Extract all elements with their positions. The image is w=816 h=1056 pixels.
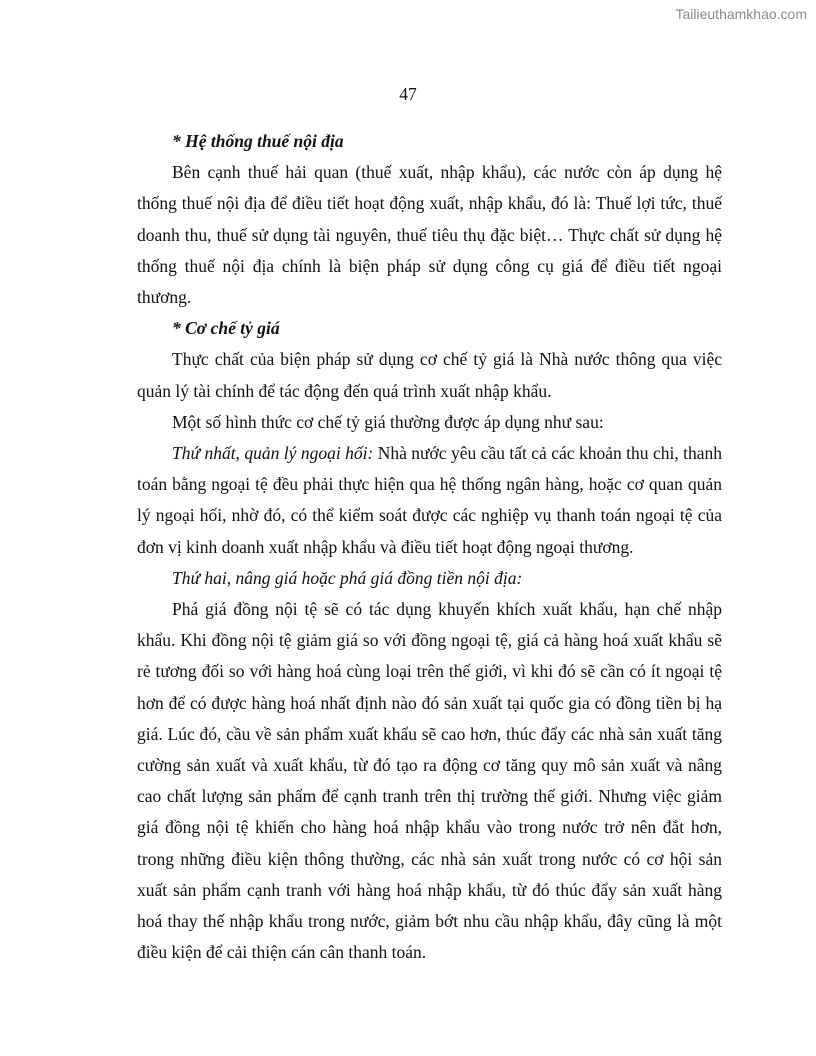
page-number: 47: [399, 84, 417, 104]
paragraph-exchange-rate-forms: Một số hình thức cơ chế tỷ giá thường được áp dụng như sau:: [172, 411, 604, 432]
document-body: [137, 126, 722, 968]
section-heading-domestic-tax: * Hệ thống thuế nội địa: [172, 131, 344, 151]
second-form-label: Thứ hai, nâng giá hoặc phá giá đồng tiền nội địa:: [172, 567, 523, 588]
watermark-text: Tailieuthamkhao.com: [675, 6, 807, 22]
paragraph-exchange-rate-intro: Thực chất của biện pháp sử dụng cơ chế tỷ giá là Nhà nước thông qua việc quản lý tài chính để tác động đến quá trình xuất nhập khẩu.: [137, 349, 722, 401]
paragraph-domestic-tax: Bên cạnh thuế hải quan (thuế xuất, nhập khẩu), các nước còn áp dụng hệ thống thuế nội địa để điều tiết hoạt động xuất, nhập khẩu, đó là: Thuế lợi tức, thuế doanh thu, thuế sử dụng tài nguyên, thuế tiêu thụ đặc biệt… Thực chất sử dụng hệ thống thuế nội địa chính là biện pháp sử dụng công cụ giá để điều tiết ngoại thương.: [137, 162, 722, 308]
paragraph-second-form: Phá giá đồng nội tệ sẽ có tác dụng khuyến khích xuất khẩu, hạn chế nhập khẩu. Khi đồng nội tệ giảm giá so với đồng ngoại tệ, giá cả hàng hoá xuất khẩu sẽ rẻ tương đối so với hàng hoá cùng loại trên thế giới, vì khi đó sẽ cần có ít ngoại tệ hơn để có được hàng hoá nhất định nào đó sản xuất tại quốc gia có đồng tiền bị hạ giá. Lúc đó, cầu về sản phẩm xuất khẩu sẽ cao hơn, thúc đẩy các nhà sản xuất tăng cường sản xuất và xuất khẩu, từ đó tạo ra động cơ tăng quy mô sản xuất và nâng cao chất lượng sản phẩm để cạnh tranh trên thị trường thế giới. Nhưng việc giảm giá đồng nội tệ khiến cho hàng hoá nhập khẩu vào trong nước trở nên đắt hơn, trong những điều kiện thông thường, các nhà sản xuất trong nước có cơ hội sản xuất sản phẩm cạnh tranh với hàng hoá nhập khẩu, từ đó thúc đẩy sản xuất hàng hoá thay thế nhập khẩu trong nước, giảm bớt nhu cầu nhập khẩu, đây cũng là một điều kiện để cải thiện cán cân thanh toán.: [137, 599, 722, 963]
first-form-text: Nhà nước yêu cầu tất cả các khoản thu chi, thanh toán bằng ngoại tệ đều phải thực hiện qua hệ thống ngân hàng, hoặc cơ quan quản lý ngoại hối, nhờ đó, có thể kiểm soát được các nghiệp vụ thanh toán ngoại tệ của đơn vị kinh doanh xuất nhập khẩu và điều tiết hoạt động ngoại thương.: [137, 443, 722, 557]
paragraph-first-form: [137, 438, 722, 563]
section-heading-exchange-rate: * Cơ chế tỷ giá: [172, 318, 280, 339]
first-form-label: Thứ nhất, quản lý ngoại hối:: [172, 443, 374, 464]
